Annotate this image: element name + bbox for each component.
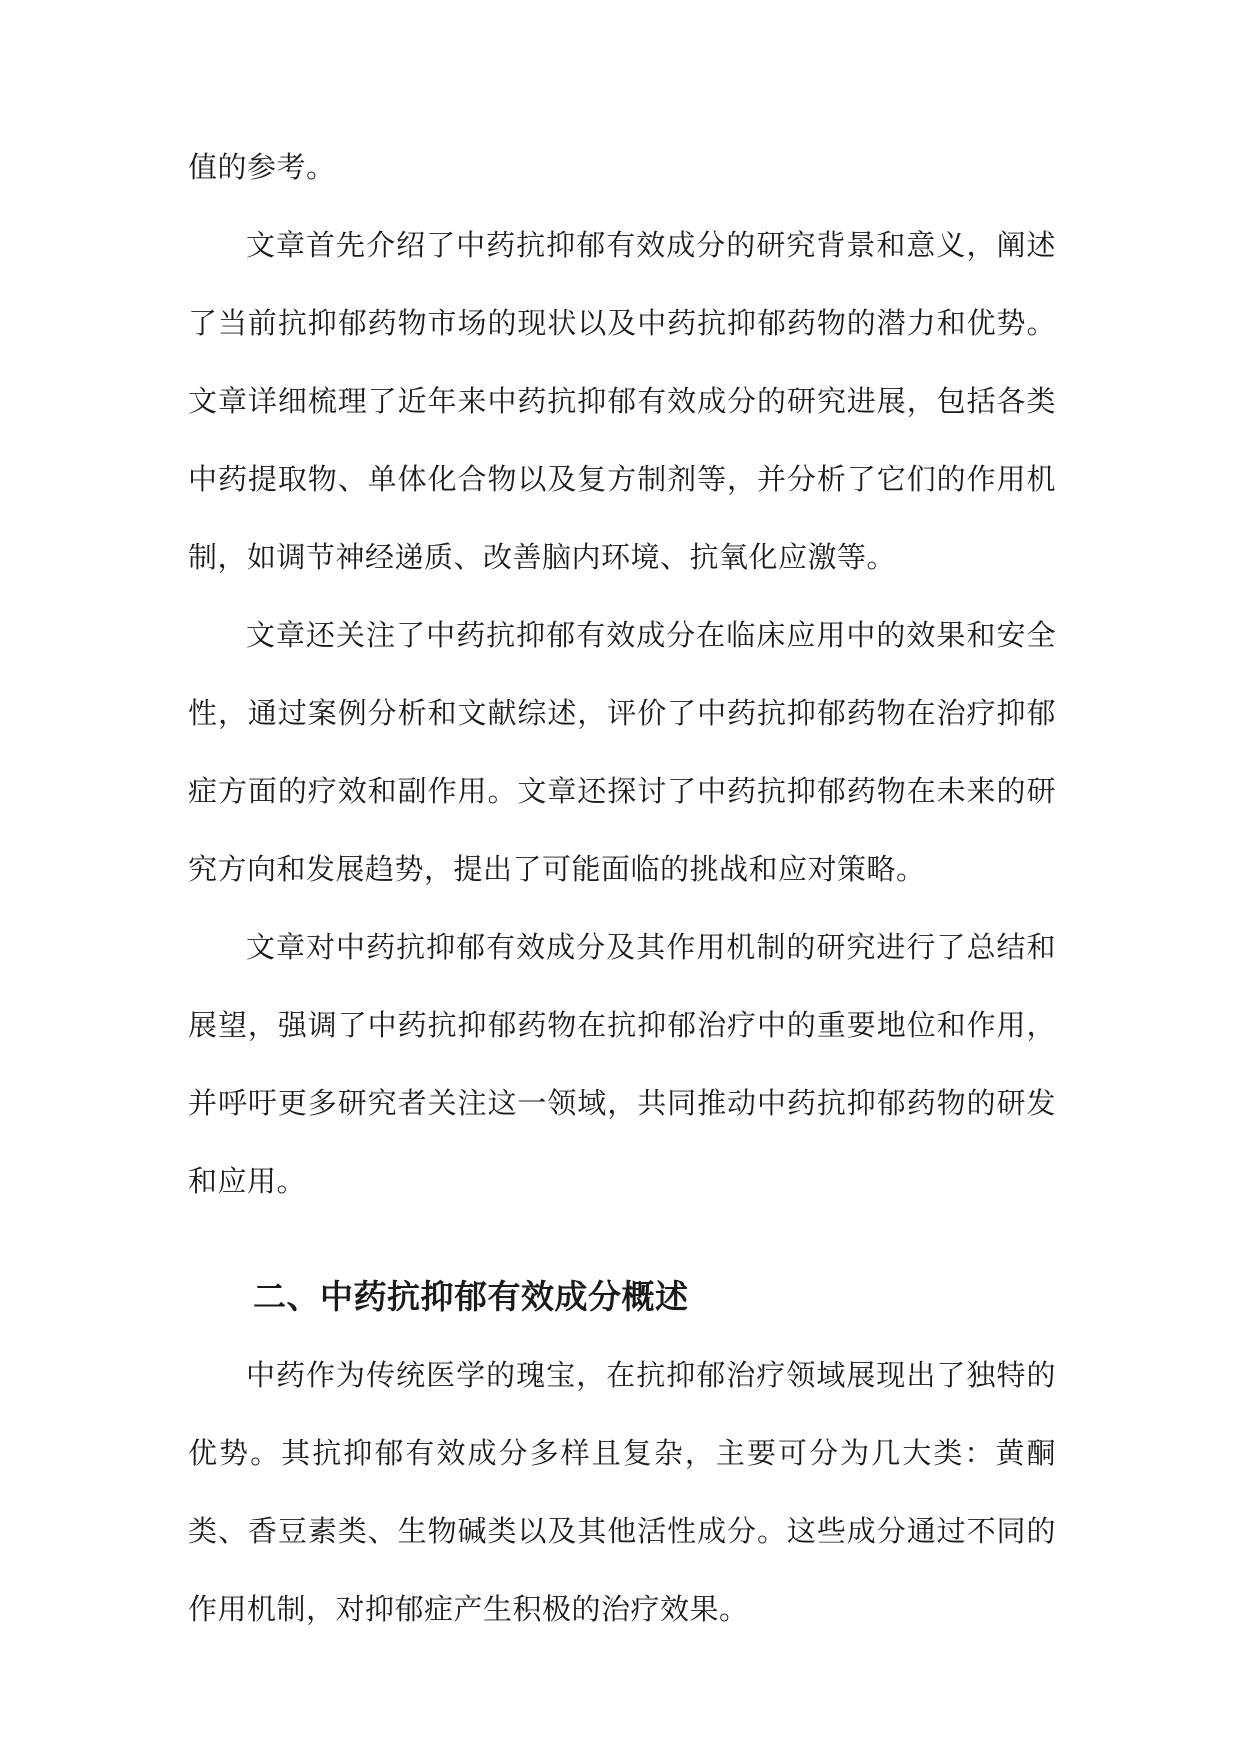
- paragraph-clinical: 文章还关注了中药抗抑郁有效成分在临床应用中的效果和安全性，通过案例分析和文献综述，评价了中药抗抑郁药物在治疗抑郁症方面的疗效和副作用。文章还探讨了中药抗抑郁药物在未来的研究方向和发展趋势，提出了可能面临的挑战和应对策略。: [188, 618, 1056, 886]
- paragraph-overview: 中药作为传统医学的瑰宝，在抗抑郁治疗领域展现出了独特的优势。其抗抑郁有效成分多样且复杂，主要可分为几大类：黄酮类、香豆素类、生物碱类以及其他活性成分。这些成分通过不同的作用机制，对抑郁症产生积极的治疗效果。: [188, 1358, 1056, 1626]
- section-heading: 二、中药抗抑郁有效成分概述: [253, 1277, 689, 1316]
- paragraph-introduction: 文章首先介绍了中药抗抑郁有效成分的研究背景和意义，阐述了当前抗抑郁药物市场的现状以及中药抗抑郁药物的潜力和优势。文章详细梳理了近年来中药抗抑郁有效成分的研究进展，包括各类中药提取物、单体化合物以及复方制剂等，并分析了它们的作用机制，如调节神经递质、改善脑内环境、抗氧化应激等。: [188, 228, 1056, 574]
- paragraph-summary: 文章对中药抗抑郁有效成分及其作用机制的研究进行了总结和展望，强调了中药抗抑郁药物在抗抑郁治疗中的重要地位和作用，并呼吁更多研究者关注这一领域，共同推动中药抗抑郁药物的研发和应用。: [188, 930, 1056, 1198]
- document-page: [188, 128, 1056, 1648]
- paragraph-continuation: 值的参考。: [188, 150, 336, 184]
